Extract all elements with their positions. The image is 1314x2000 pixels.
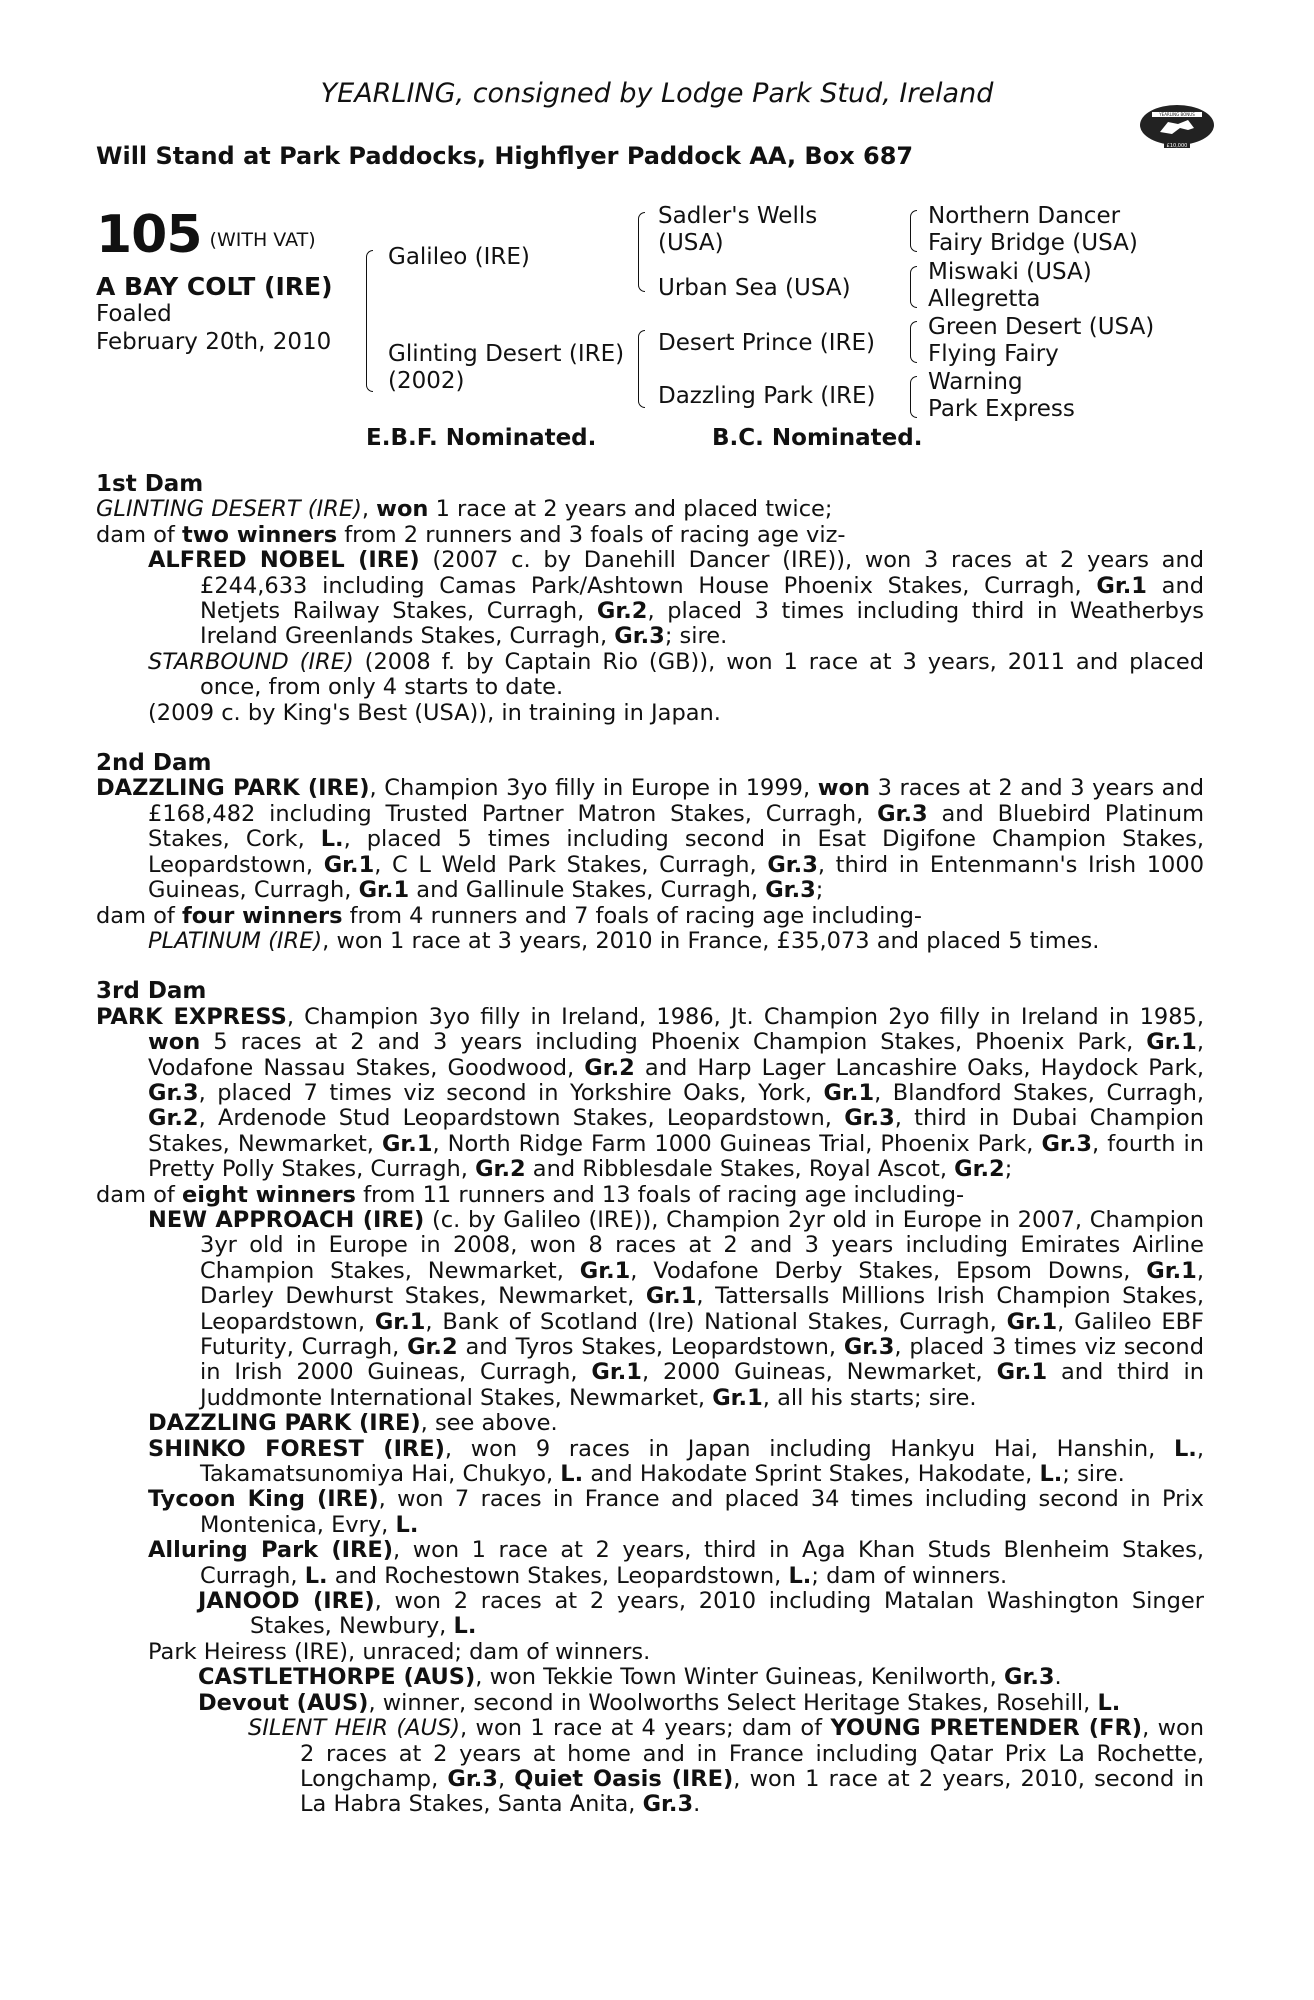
- foaled-label: Foaled: [96, 301, 172, 327]
- pedigree-g7: Warning: [928, 369, 1023, 395]
- produce-platinum: PLATINUM (IRE), won 1 race at 3 years, 2010 in France, £35,073 and placed 5 times.: [148, 927, 1100, 954]
- produce-tycoon-king: Tycoon King (IRE), won 7 races in France and placed 34 times including second in Prix Montenica, Evry, L.: [148, 1486, 1205, 1538]
- produce-shinko-forest: SHINKO FOREST (IRE), won 9 races in Japan including Hankyu Hai, Hanshin, L., Takamatsunomiya Hai, Chukyo, L. and Hakodate Sprint Stakes, Hakodate, L.; sire.: [148, 1435, 1204, 1488]
- lot-number-block: [96, 205, 316, 265]
- produce-starbound: STARBOUND (IRE) (2008 f. by Captain Rio (GB)), won 1 race at 3 years, 2011 and placed once, from only 4 starts to date.: [148, 648, 1204, 701]
- pedigree-dam: Glinting Desert (IRE): [388, 341, 625, 367]
- brace: [366, 250, 373, 392]
- produce-devout: Devout (AUS), winner, second in Woolworths Select Heritage Stakes, Rosehill, L.: [198, 1689, 1121, 1716]
- first-dam-produce: dam of two winners from 2 runners and 3 foals of racing age viz-: [96, 521, 846, 548]
- pedigree-g8: Park Express: [928, 396, 1075, 422]
- produce-dazzling-park: DAZZLING PARK (IRE), see above.: [148, 1410, 558, 1437]
- pedigree-sire-sire: Sadler's Wells: [658, 203, 818, 229]
- svg-text:£10,000: £10,000: [1166, 143, 1188, 149]
- page-header: YEARLING, consigned by Lodge Park Stud, Ireland: [320, 78, 994, 109]
- pedigree-g4: Allegretta: [928, 286, 1041, 312]
- brace: [910, 376, 917, 418]
- brace: [910, 321, 917, 363]
- pedigree-g6: Flying Fairy: [928, 341, 1059, 367]
- produce-alluring-park: Alluring Park (IRE), won 1 race at 2 years, third in Aga Khan Studs Blenheim Stakes, Curragh, L. and Rochestown Stakes, Leopardstown, L.; dam of winners.: [148, 1537, 1205, 1589]
- produce-janood: JANOOD (IRE), won 2 races at 2 years, 2010 including Matalan Washington Singer Stakes, Newbury, L.: [198, 1588, 1204, 1640]
- third-dam-heading: 3rd Dam: [96, 978, 207, 1005]
- stand-location: Will Stand at Park Paddocks, Highflyer Paddock AA, Box 687: [96, 142, 914, 170]
- vat-note: (WITH VAT): [209, 229, 316, 251]
- foaled-date: February 20th, 2010: [96, 329, 332, 355]
- brace: [910, 210, 917, 252]
- pedigree-sire: Galileo (IRE): [388, 244, 530, 270]
- produce-silent-heir: SILENT HEIR (AUS), won 1 race at 4 years; dam of YOUNG PRETENDER (FR), won 2 races at 2 years at home and in France including Qatar Prix La Rochette, Longchamp, Gr.3, Quiet Oasis (IRE), won 1 race at 2 years, 2010, second in La Habra Stakes, Santa Anita, Gr.3.: [248, 1715, 1205, 1818]
- foaled-block: [96, 300, 331, 356]
- lot-number: 105: [96, 205, 202, 265]
- pedigree-sire-sire-country: (USA): [658, 230, 724, 256]
- third-dam-produce: dam of eight winners from 11 runners and 13 foals of racing age including-: [96, 1181, 965, 1208]
- brace: [910, 266, 917, 308]
- second-dam-record: DAZZLING PARK (IRE), Champion 3yo filly in Europe in 1999, won 3 races at 2 and 3 years and £168,482 including Trusted Partner Matron Stakes, Curragh, Gr.3 and Bluebird Platinum Stakes, Cork, L., placed 5 times including second in Esat Digifone Champion Stakes, Leopardstown, Gr.1, C L Weld Park Stakes, Curragh, Gr.3, third in Entenmann's Irish 1000 Guineas, Curragh, Gr.1 and Gallinule Stakes, Curragh, Gr.3;: [96, 775, 1205, 904]
- produce-castlethorpe: CASTLETHORPE (AUS), won Tekkie Town Winter Guineas, Kenilworth, Gr.3.: [198, 1664, 1062, 1691]
- produce-2009-colt: (2009 c. by King's Best (USA)), in training in Japan.: [148, 699, 721, 726]
- pedigree-g5: Green Desert (USA): [928, 314, 1155, 340]
- first-dam-heading: 1st Dam: [96, 471, 204, 497]
- produce-alfred-nobel: ALFRED NOBEL (IRE) (2007 c. by Danehill Dancer (IRE)), won 3 races at 2 years and £244,633 including Camas Park/Ashtown House Phoenix Stakes, Curragh, Gr.1 and Netjets Railway Stakes, Curragh, Gr.2, placed 3 times including third in Weatherbys Ireland Greenlands Stakes, Curragh, Gr.3; sire.: [148, 547, 1204, 650]
- pedigree-dam-sire: Desert Prince (IRE): [658, 330, 876, 356]
- produce-new-approach: NEW APPROACH (IRE) (c. by Galileo (IRE)), Champion 2yr old in Europe in 2007, Champion 3yr old in Europe in 2008, won 8 races at 2 and 3 years including Emirates Airline Champion Stakes, Newmarket, Gr.1, Vodafone Derby Stakes, Epsom Downs, Gr.1, Darley Dewhurst Stakes, Newmarket, Gr.1, Tattersalls Millions Irish Champion Stakes, Leopardstown, Gr.1, Bank of Scotland (Ire) National Stakes, Curragh, Gr.1, Galileo EBF Futurity, Curragh, Gr.2 and Tyros Stakes, Leopardstown, Gr.3, placed 3 times viz second in Irish 2000 Guineas, Curragh, Gr.1, 2000 Guineas, Newmarket, Gr.1 and third in Juddmonte International Stakes, Newmarket, Gr.1, all his starts; sire.: [148, 1206, 1205, 1411]
- pedigree-dam-year: (2002): [388, 368, 465, 394]
- pedigree-g2: Fairy Bridge (USA): [928, 230, 1138, 256]
- brace: [638, 212, 645, 292]
- horse-description: A BAY COLT (IRE): [96, 272, 333, 301]
- pedigree-g3: Miswaki (USA): [928, 259, 1092, 285]
- first-dam-record: GLINTING DESERT (IRE), won 1 race at 2 years and placed twice;: [96, 496, 833, 523]
- ebf-nominated: E.B.F. Nominated.: [366, 425, 597, 451]
- second-dam-produce: dam of four winners from 4 runners and 7 foals of racing age including-: [96, 902, 922, 929]
- yearling-bonus-badge-icon: [1138, 100, 1216, 150]
- svg-text:YEARLING BONUS: YEARLING BONUS: [1159, 112, 1195, 117]
- second-dam-heading: 2nd Dam: [96, 750, 212, 777]
- produce-record: [96, 472, 1204, 1818]
- pedigree-sire-dam: Urban Sea (USA): [658, 275, 851, 301]
- third-dam-record: PARK EXPRESS, Champion 3yo filly in Ireland, 1986, Jt. Champion 2yo filly in Ireland in 1985, won 5 races at 2 and 3 years including Phoenix Champion Stakes, Phoenix Park, Gr.1, Vodafone Nassau Stakes, Goodwood, Gr.2 and Harp Lager Lancashire Oaks, Haydock Park, Gr.3, placed 7 times viz second in Yorkshire Oaks, York, Gr.1, Blandford Stakes, Curragh, Gr.2, Ardenode Stud Leopardstown Stakes, Leopardstown, Gr.3, third in Dubai Champion Stakes, Newmarket, Gr.1, North Ridge Farm 1000 Guineas Trial, Phoenix Park, Gr.3, fourth in Pretty Polly Stakes, Curragh, Gr.2 and Ribblesdale Stakes, Royal Ascot, Gr.2;: [96, 1003, 1205, 1183]
- brace: [638, 330, 645, 408]
- pedigree-g1: Northern Dancer: [928, 203, 1121, 229]
- produce-park-heiress: Park Heiress (IRE), unraced; dam of winners.: [148, 1638, 651, 1665]
- bc-nominated: B.C. Nominated.: [712, 425, 923, 451]
- pedigree-dam-dam: Dazzling Park (IRE): [658, 383, 876, 409]
